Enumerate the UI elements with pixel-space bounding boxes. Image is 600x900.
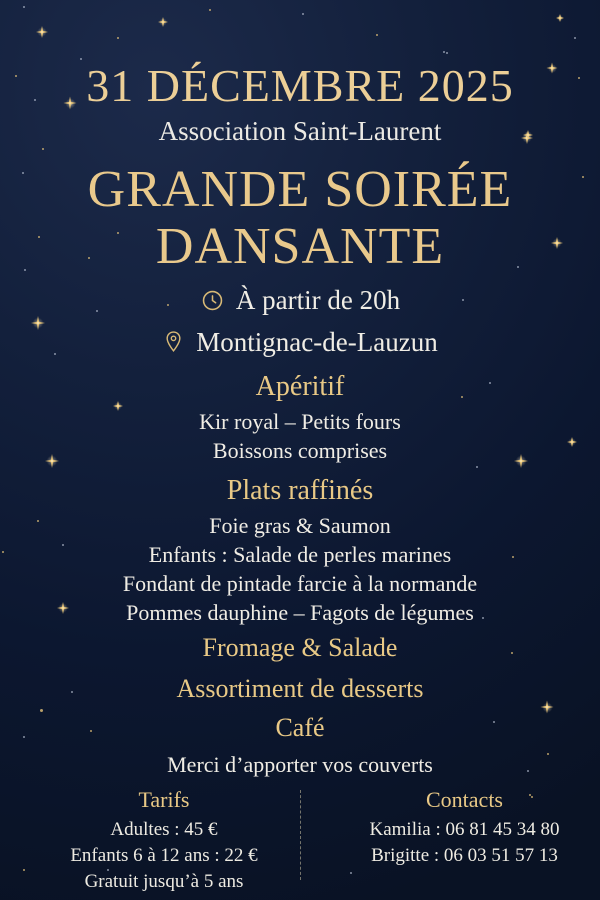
menu-highlight-fromage: Fromage & Salade: [202, 632, 398, 662]
menu-item: Pommes dauphine – Fagots de légumes: [126, 599, 474, 625]
tarif-item-adultes: Adultes : 45 €: [110, 818, 218, 840]
contacts-section: [301, 786, 600, 869]
contact-item-kamilia: Kamilia : 06 81 45 34 80: [369, 818, 560, 840]
menu-section-items-plats: [0, 511, 600, 627]
event-time-text: À partir de 20h: [235, 284, 401, 315]
tarifs-title: Tarifs: [138, 787, 190, 812]
menu-section-title-plats: Plats raffinés: [226, 474, 374, 506]
menu-item: Kir royal – Petits fours: [199, 408, 401, 434]
event-time-row: [0, 283, 600, 317]
main-title-line-2: DANSANTE: [155, 217, 445, 275]
menu-highlight-desserts: Assortiment de desserts: [176, 673, 424, 703]
menu-section-items-aperitif: [0, 407, 600, 465]
cutlery-note: Merci d’apporter vos couverts: [167, 752, 433, 778]
contact-item-brigitte: Brigitte : 06 03 51 57 13: [371, 844, 558, 866]
menu-item: Foie gras & Saumon: [209, 512, 391, 538]
clock-icon: [200, 288, 225, 313]
location-pin-icon: [162, 329, 185, 355]
menu-item: Boissons comprises: [212, 437, 388, 463]
menu-highlight-cafe: Café: [275, 713, 325, 743]
tarif-item-enfants: Enfants 6 à 12 ans : 22 €: [70, 844, 258, 866]
organizer-name: Association Saint-Laurent: [158, 115, 442, 146]
event-info: [0, 283, 600, 359]
contacts-list: [329, 817, 600, 869]
menu-item: Fondant de pintade farcie à la normande: [122, 570, 478, 596]
tarifs-list: [28, 817, 300, 896]
tarif-item-gratuit: Gratuit jusqu’à 5 ans: [84, 870, 244, 892]
event-main-title: [0, 161, 600, 275]
event-date-title: 31 DÉCEMBRE 2025: [86, 60, 514, 111]
event-location-row: [0, 325, 600, 359]
contacts-title: Contacts: [426, 787, 503, 812]
menu-section-title-aperitif: Apéritif: [255, 371, 345, 403]
event-location-text: Montignac-de-Lauzun: [196, 326, 438, 357]
menu-item: Enfants : Salade de perles marines: [148, 541, 452, 567]
main-title-line-1: GRANDE SOIRÉE: [87, 160, 513, 218]
tarifs-section: [0, 786, 300, 895]
poster-footer: [0, 786, 600, 895]
